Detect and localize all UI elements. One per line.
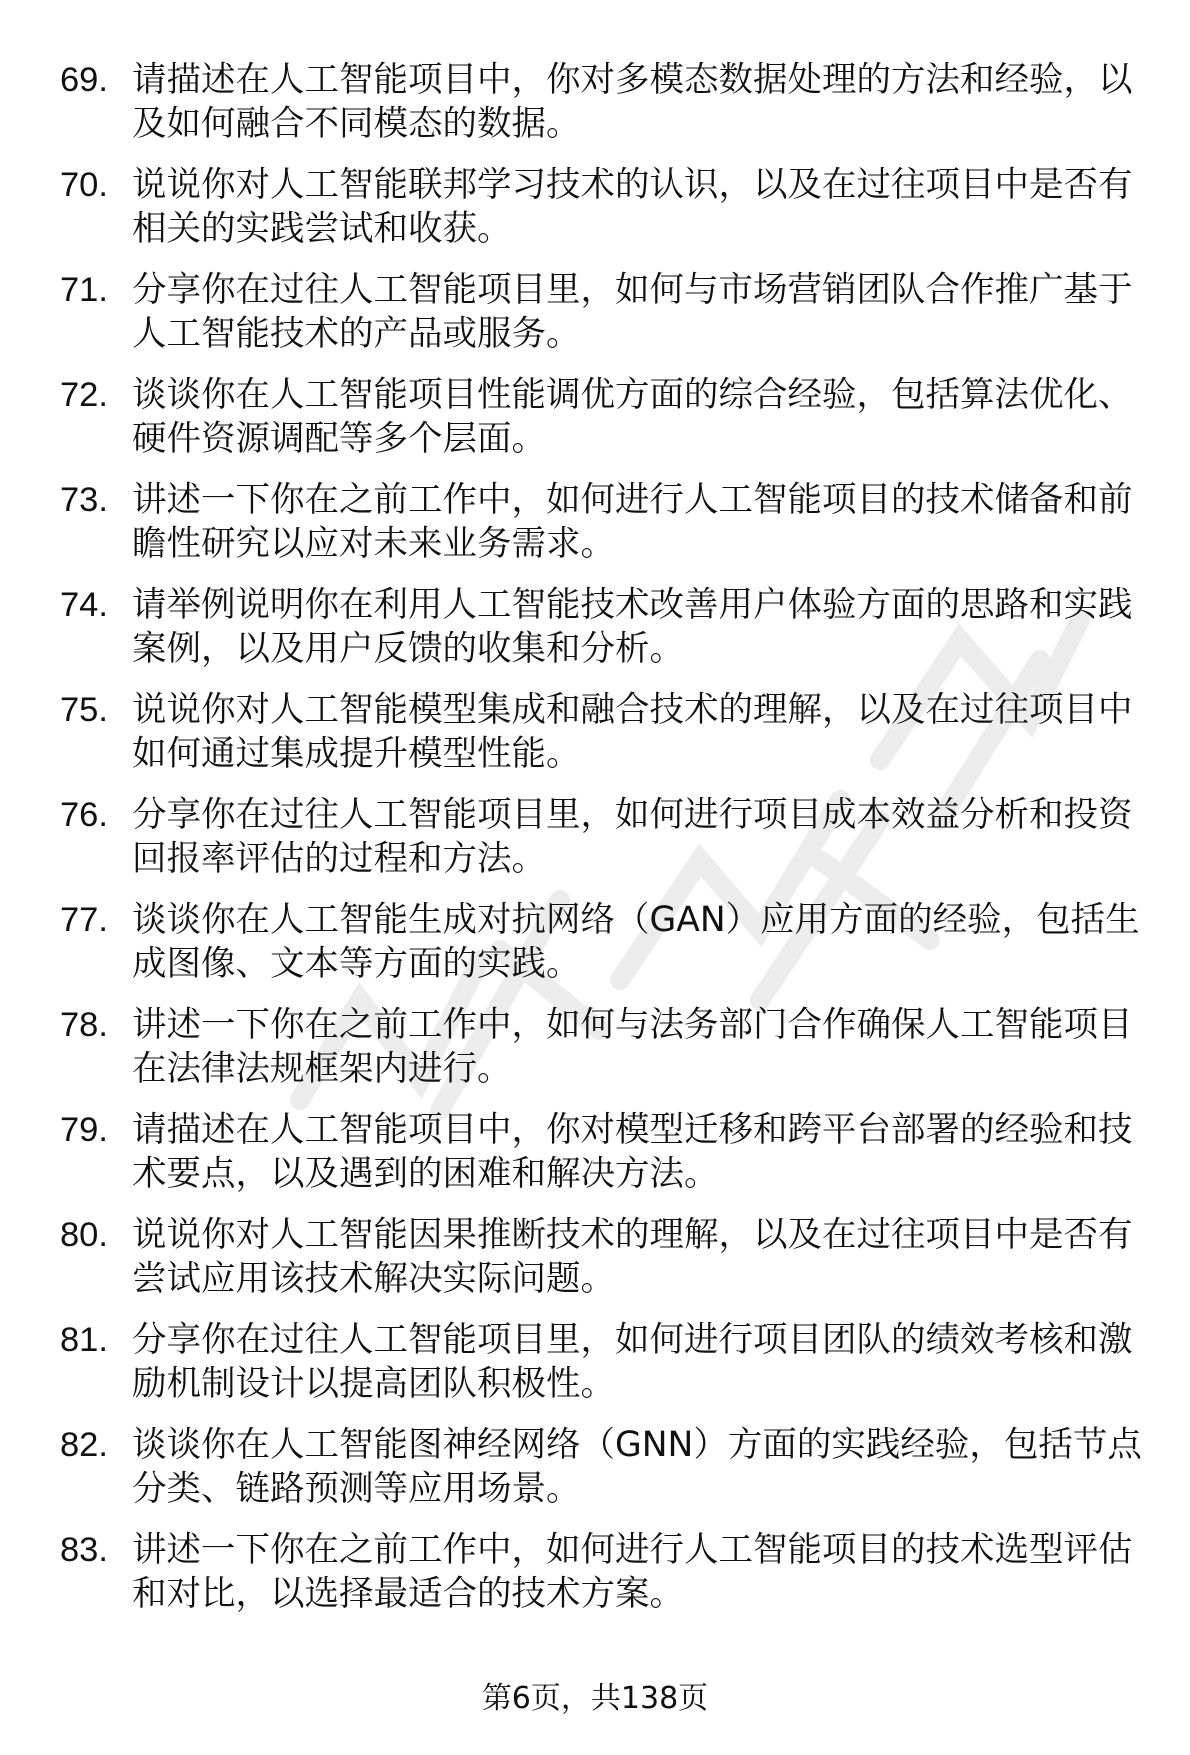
- list-item: [60, 1423, 1160, 1511]
- question-number: 73.: [60, 481, 108, 519]
- question-text: 讲述一下你在之前工作中，如何进行人工智能项目的技术选型评估和对比，以选择最适合的技术方案。: [132, 1530, 1133, 1614]
- question-text: 讲述一下你在之前工作中，如何进行人工智能项目的技术储备和前瞻性研究以应对未来业务需求。: [132, 480, 1133, 564]
- question-number: 69.: [60, 61, 108, 99]
- question-text: 分享你在过往人工智能项目里，如何进行项目成本效益分析和投资回报率评估的过程和方法。: [132, 795, 1133, 879]
- list-item: [60, 1528, 1160, 1616]
- question-number: 77.: [60, 901, 108, 939]
- question-number: 70.: [60, 166, 108, 204]
- list-item: [60, 793, 1160, 881]
- question-list: [60, 58, 1160, 1633]
- list-item: [60, 373, 1160, 461]
- question-number: 78.: [60, 1006, 108, 1044]
- list-item: [60, 1108, 1160, 1196]
- list-item: [60, 58, 1160, 146]
- question-number: 75.: [60, 691, 108, 729]
- question-number: 76.: [60, 796, 108, 834]
- question-text: 请描述在人工智能项目中，你对模型迁移和跨平台部署的经验和技术要点，以及遇到的困难和解决方法。: [132, 1110, 1133, 1194]
- list-item: [60, 1318, 1160, 1406]
- question-text: 说说你对人工智能模型集成和融合技术的理解，以及在过往项目中如何通过集成提升模型性能。: [132, 690, 1133, 774]
- question-text: 分享你在过往人工智能项目里，如何进行项目团队的绩效考核和激励机制设计以提高团队积极性。: [132, 1320, 1133, 1404]
- question-text: 请举例说明你在利用人工智能技术改善用户体验方面的思路和实践案例，以及用户反馈的收集和分析。: [132, 585, 1133, 669]
- list-item: [60, 1003, 1160, 1091]
- question-text: 谈谈你在人工智能项目性能调优方面的综合经验，包括算法优化、硬件资源调配等多个层面。: [132, 375, 1133, 459]
- question-number: 82.: [60, 1426, 108, 1464]
- question-text: 说说你对人工智能联邦学习技术的认识，以及在过往项目中是否有相关的实践尝试和收获。: [132, 165, 1133, 249]
- question-text: 说说你对人工智能因果推断技术的理解，以及在过往项目中是否有尝试应用该技术解决实际问题。: [132, 1215, 1133, 1299]
- question-number: 71.: [60, 271, 108, 309]
- question-number: 74.: [60, 586, 108, 624]
- list-item: [60, 688, 1160, 776]
- list-item: [60, 268, 1160, 356]
- question-text: 谈谈你在人工智能图神经网络（GNN）方面的实践经验，包括节点分类、链路预测等应用场景。: [132, 1425, 1142, 1509]
- question-text: 讲述一下你在之前工作中，如何与法务部门合作确保人工智能项目在法律法规框架内进行。: [132, 1005, 1133, 1089]
- question-text: 分享你在过往人工智能项目里，如何与市场营销团队合作推广基于人工智能技术的产品或服务。: [132, 270, 1133, 354]
- question-number: 81.: [60, 1321, 108, 1359]
- list-item: [60, 478, 1160, 566]
- list-item: [60, 583, 1160, 671]
- list-item: [60, 163, 1160, 251]
- question-number: 83.: [60, 1531, 108, 1569]
- question-number: 72.: [60, 376, 108, 414]
- page-footer: 第6页，共138页: [481, 1681, 709, 1716]
- list-item: [60, 898, 1160, 986]
- question-text: 请描述在人工智能项目中，你对多模态数据处理的方法和经验，以及如何融合不同模态的数据。: [132, 60, 1133, 144]
- question-number: 80.: [60, 1216, 108, 1254]
- question-number: 79.: [60, 1111, 108, 1149]
- question-text: 谈谈你在人工智能生成对抗网络（GAN）应用方面的经验，包括生成图像、文本等方面的实践。: [132, 900, 1140, 984]
- list-item: [60, 1213, 1160, 1301]
